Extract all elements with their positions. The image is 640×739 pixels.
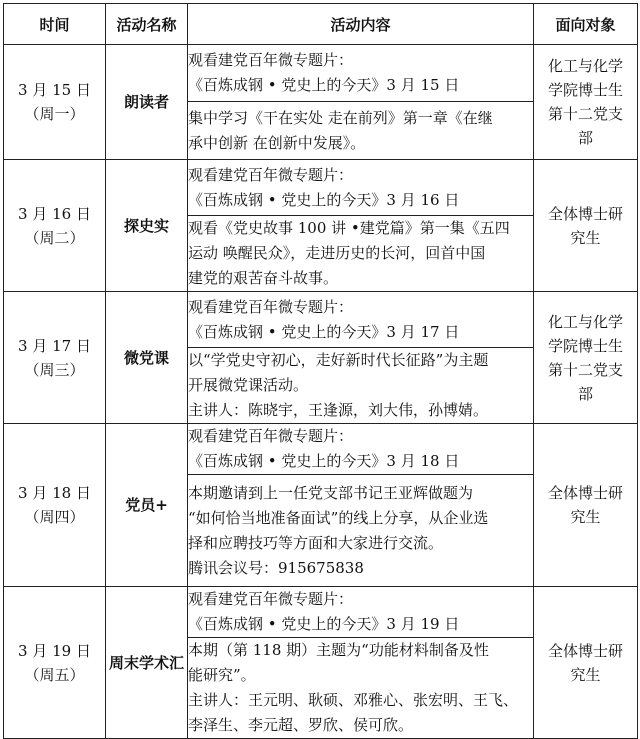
date-cell (4, 45, 106, 160)
activity-name-cell (106, 587, 188, 739)
audience-cell (534, 587, 638, 739)
activity-name: 微党课 (123, 348, 169, 367)
text-line: 以“学党史守初心，走好新时代长征路”为主题 (188, 351, 489, 369)
audience-cell (534, 160, 638, 292)
audience-cell (534, 424, 638, 587)
text-line: 观看建党百年微专题片： (188, 51, 354, 69)
header-audience: 面向对象 (534, 4, 638, 45)
date-text: 3 月 18 日 (18, 484, 91, 502)
schedule-row (4, 587, 638, 638)
text-line: 择和应聘技巧等方面和大家进行交流。 (188, 533, 444, 552)
text-line: 本期邀请到上一任党支部书记王亚辉做题为 (188, 483, 474, 502)
content-video-cell (188, 424, 534, 475)
activity-name: 探史实 (123, 216, 169, 235)
text-line: 化工与化学 (547, 312, 623, 331)
date-text: 3 月 19 日 (18, 641, 91, 660)
content-detail-cell (188, 216, 534, 292)
text-line: 建党的艰苦奋斗故事。 (188, 269, 339, 287)
content-video-cell (188, 587, 534, 638)
text-line: 全体博士研 (547, 204, 623, 223)
weekday-text: （周四） (24, 508, 85, 526)
text-line: 究生 (570, 665, 601, 684)
text-line: 观看建党百年微专题片： (188, 427, 354, 445)
text-line: 李泽生、李元超、罗欣、侯可欣。 (188, 716, 414, 734)
audience-cell (534, 292, 638, 424)
text-line: 《百炼成钢 • 党史上的今天》3 月 15 日 (188, 76, 460, 94)
date-cell (4, 292, 106, 424)
date-text: 3 月 17 日 (18, 336, 91, 355)
weekday-text: （周二） (24, 228, 85, 247)
text-line: 第十二党支 (547, 360, 623, 379)
text-line: 主讲人：陈晓宇，王逢源，刘大伟，孙博婧。 (188, 401, 489, 419)
activity-name: 朗读者 (123, 93, 169, 111)
weekday-text: （周三） (24, 360, 85, 379)
activity-name: 周末学术汇 (108, 653, 184, 672)
header-activity-content: 活动内容 (188, 4, 534, 45)
date-text: 3 月 15 日 (18, 81, 91, 99)
text-line: 《百炼成钢 • 党史上的今天》3 月 16 日 (188, 190, 460, 209)
text-line: 全体博士研 (547, 641, 623, 660)
weekday-text: （周五） (24, 665, 85, 684)
content-video-cell (188, 292, 534, 348)
date-cell (4, 160, 106, 292)
text-line: 《百炼成钢 • 党史上的今天》3 月 18 日 (188, 452, 460, 470)
text-line: 观看《党史故事 100 讲 •建党篇》第一集《五四 (188, 219, 510, 237)
activity-name-cell (106, 45, 188, 160)
text-line: 开展微党课活动。 (188, 376, 309, 394)
text-line: 主讲人：王元明、耿硕、邓雅心、张宏明、王飞、 (188, 691, 519, 709)
text-line: 观看建党百年微专题片： (188, 590, 354, 608)
text-line: 化工与化学 (547, 57, 623, 75)
date-text: 3 月 16 日 (18, 204, 91, 223)
content-video-cell (188, 160, 534, 216)
text-line: “如何恰当地准备面试”的线上分享，从企业选 (188, 508, 489, 527)
text-line: 运动 唤醒民众》，走进历史的长河，回首中国 (188, 244, 486, 262)
schedule-row (4, 160, 638, 216)
text-line: 《百炼成钢 • 党史上的今天》3 月 19 日 (188, 615, 460, 633)
schedule-row (4, 292, 638, 348)
text-line: 究生 (570, 508, 601, 526)
text-line: 观看建党百年微专题片： (188, 297, 354, 316)
content-detail-cell (188, 475, 534, 587)
schedule-row (4, 45, 638, 102)
content-detail-cell (188, 348, 534, 424)
schedule-table (3, 3, 638, 739)
date-cell (4, 424, 106, 587)
content-video-cell (188, 45, 534, 102)
header-activity-name: 活动名称 (106, 4, 188, 45)
weekday-text: （周一） (24, 105, 85, 123)
text-line: 学院博士生 (547, 81, 623, 99)
text-line: 部 (577, 384, 593, 403)
text-line: 集中学习《干在实处 走在前列》第一章《在继 (188, 108, 493, 127)
date-cell (4, 587, 106, 739)
content-detail-cell (188, 638, 534, 739)
schedule-row (4, 424, 638, 475)
activity-name: 党员+ (125, 496, 168, 514)
text-line: 本期（第 118 期）主题为“功能材料制备及性 (188, 641, 489, 659)
text-line: 第十二党支 (547, 105, 623, 123)
text-line: 腾讯会议号：915675838 (188, 558, 364, 577)
activity-name-cell (106, 292, 188, 424)
text-line: 能研究”。 (188, 666, 256, 684)
text-line: 究生 (570, 228, 601, 247)
header-row (4, 4, 638, 45)
audience-cell (534, 45, 638, 160)
text-line: 学院博士生 (547, 336, 623, 355)
text-line: 《百炼成钢 • 党史上的今天》3 月 17 日 (188, 322, 460, 341)
text-line: 观看建党百年微专题片： (188, 165, 354, 184)
header-time: 时间 (4, 4, 106, 45)
content-detail-cell (188, 102, 534, 160)
text-line: 部 (577, 129, 593, 147)
text-line: 承中创新 在创新中发展》。 (188, 133, 366, 152)
activity-name-cell (106, 160, 188, 292)
text-line: 全体博士研 (547, 484, 623, 502)
activity-name-cell (106, 424, 188, 587)
